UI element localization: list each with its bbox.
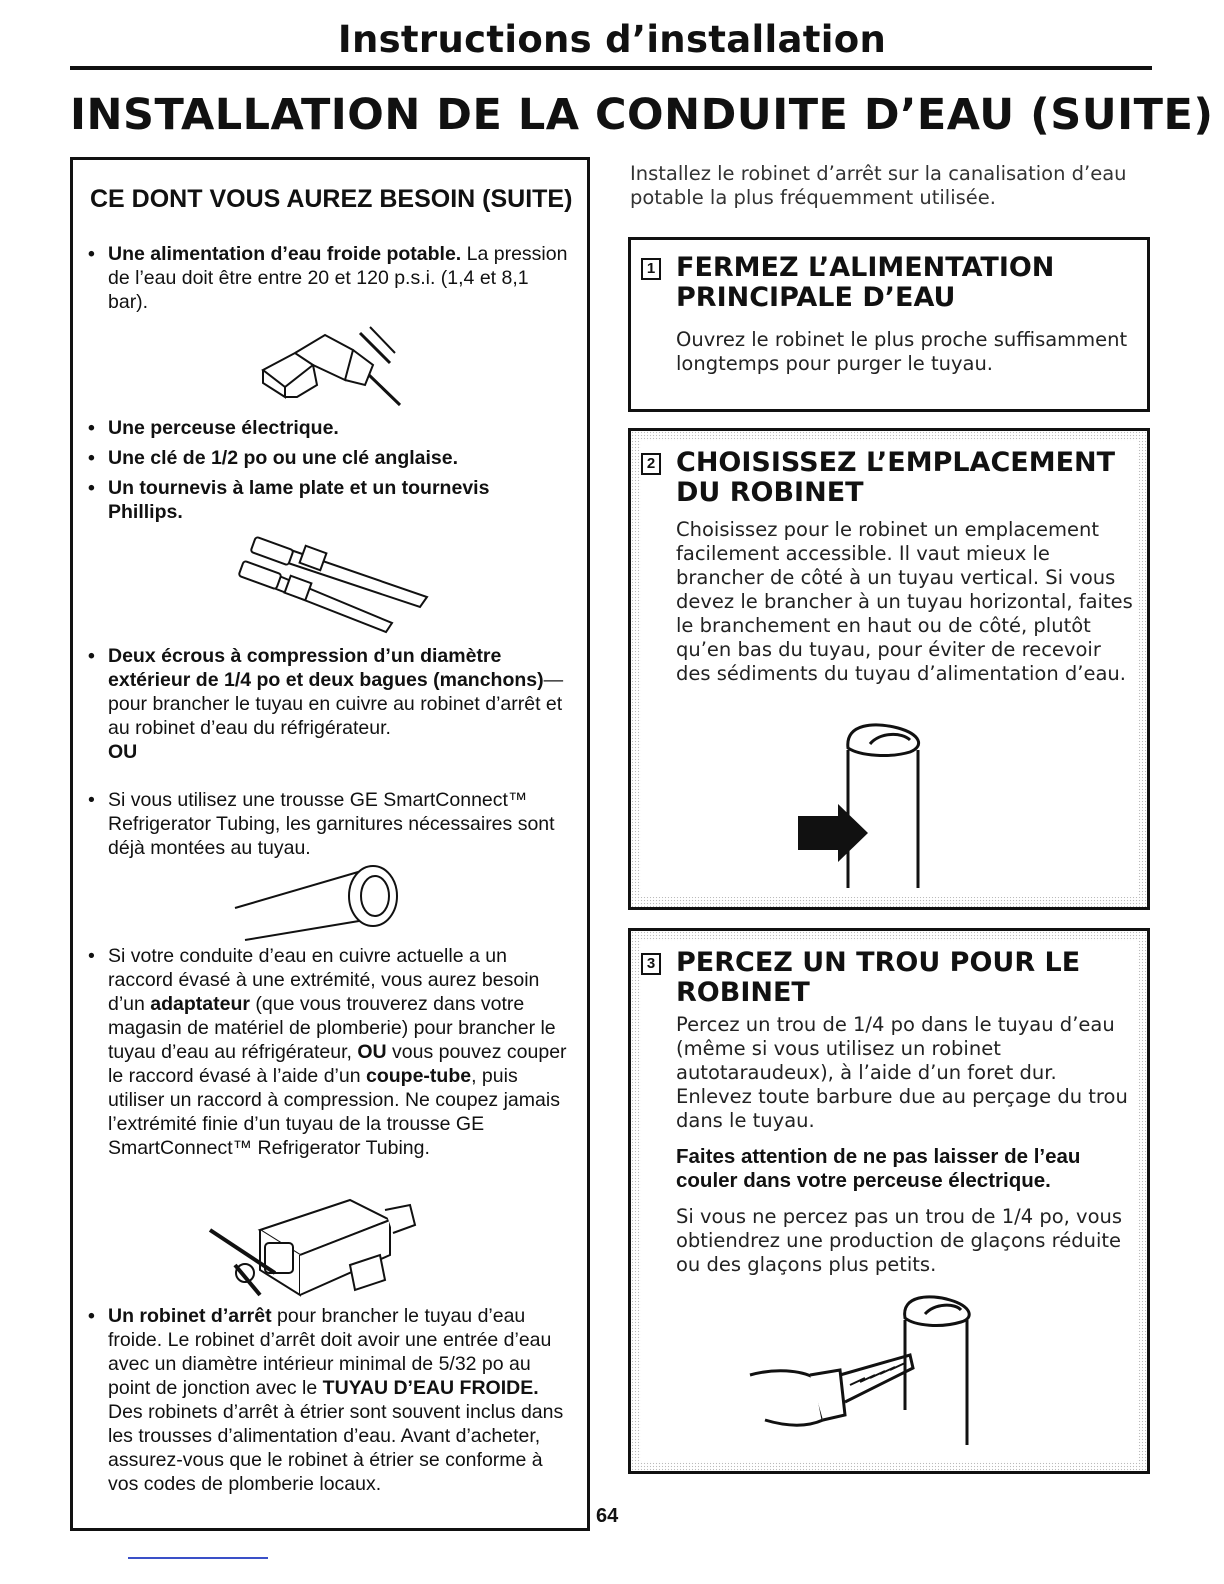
drill-illustration xyxy=(255,325,405,410)
intro-text: Installez le robinet d’arrêt sur la canalisation d’eau potable la plus fréquemment utilisée. xyxy=(630,162,1127,209)
list-item: • Une perceuse électrique. xyxy=(88,417,339,439)
step-3-body-2: Si vous ne percez pas un trou de 1/4 po, vous obtiendrez une production de glaçons réduite ou des glaçons plus petits. xyxy=(676,1205,1123,1276)
step-3-body: Percez un trou de 1/4 po dans le tuyau d’eau (même si vous utilisez un robinet autotaraudeux), à l’aide d’un foret dur. Enlevez toute barbure due au perçage du trou dans le tuyau. xyxy=(676,1013,1128,1132)
list-item: • Deux écrous à compression d’un diamètre extérieur de 1/4 po et deux bagues (manchons)—pour brancher le tuyau en cuivre au robinet d’arrêt et au robinet d’eau du réfrigérateur. OU xyxy=(88,645,564,763)
drilling-pipe-illustration xyxy=(745,1290,980,1450)
list-item: • Si votre conduite d’eau en cuivre actuelle a un raccord évasé à une extrémité, vous aurez besoin d’un adaptateur (que vous trouverez dans votre magasin de matériel de plomberie) pour brancher le tuyau d’eau au réfrigérateur, OU vous pouvez couper le raccord évasé à l’aide d’un coupe-tube, puis utiliser un raccord à compression. Ne coupez jamais l’extrémité finie d’un tuyau de la trousse GE SmartConnect™ Refrigerator Tubing. xyxy=(88,945,567,1159)
step-3-warning: Faites attention de ne pas laisser de l’eau couler dans votre perceuse électrique. xyxy=(676,1145,1081,1192)
list-item: • Si vous utilisez une trousse GE SmartConnect™ Refrigerator Tubing, les garnitures nécessaires sont déjà montées au tuyau. xyxy=(88,789,555,859)
vertical-pipe-arrow-illustration xyxy=(790,718,940,890)
list-item: • Un robinet d’arrêt pour brancher le tuyau d’eau froide. Le robinet d’arrêt doit avoir une entrée d’eau avec un diamètre intérieur minimal de 5/32 po au point de jonction avec le TUYAU D’EAU FROIDE. Des robinets d’arrêt à étrier sont souvent inclus dans les trousses d’alimentation d’eau. Avant d’acheter, assurez-vous que le robinet à étrier se conforme à vos codes de plomberie locaux. xyxy=(88,1305,564,1495)
shutoff-valve-illustration xyxy=(205,1195,420,1305)
page-header-title: Instructions d’installation xyxy=(337,18,887,61)
step-3-title: PERCEZ UN TROU POUR LE ROBINET xyxy=(676,947,1081,1008)
step-1-number: 1 xyxy=(641,258,661,280)
step-1-title: FERMEZ L’ALIMENTATION PRINCIPALE D’EAU xyxy=(676,252,1055,313)
header-rule xyxy=(70,66,1152,70)
step-2-number: 2 xyxy=(641,453,661,475)
step-1-body: Ouvrez le robinet le plus proche suffisamment longtemps pour purger le tuyau. xyxy=(676,328,1128,375)
screwdrivers-illustration xyxy=(232,535,432,635)
footer-line xyxy=(128,1557,268,1559)
step-2-title: CHOISISSEZ L’EMPLACEMENT DU ROBINET xyxy=(676,447,1116,508)
list-item: • Une alimentation d’eau froide potable. La pression de l’eau doit être entre 20 et 120 p.s.i. (1,4 et 8,1 bar). xyxy=(88,243,568,313)
list-item: • Un tournevis à lame plate et un tournevis Phillips. xyxy=(88,477,490,523)
section-title: INSTALLATION DE LA CONDUITE D’EAU (SUITE) xyxy=(70,90,1214,140)
page-number: 64 xyxy=(596,1505,619,1527)
step-3-number: 3 xyxy=(641,953,661,975)
requirements-heading: CE DONT VOUS AUREZ BESOIN (SUITE) xyxy=(90,185,573,213)
tubing-illustration xyxy=(225,858,415,948)
list-item: • Une clé de 1/2 po ou une clé anglaise. xyxy=(88,447,459,469)
step-2-body: Choisissez pour le robinet un emplacement facilement accessible. Il vaut mieux le brancher de côté à un tuyau vertical. Si vous devez le brancher à un tuyau horizontal, faites le branchement en haut ou de côté, plutôt qu’en bas du tuyau, pour éviter de recevoir des sédiments du tuyau d’alimentation d’eau. xyxy=(676,518,1133,685)
